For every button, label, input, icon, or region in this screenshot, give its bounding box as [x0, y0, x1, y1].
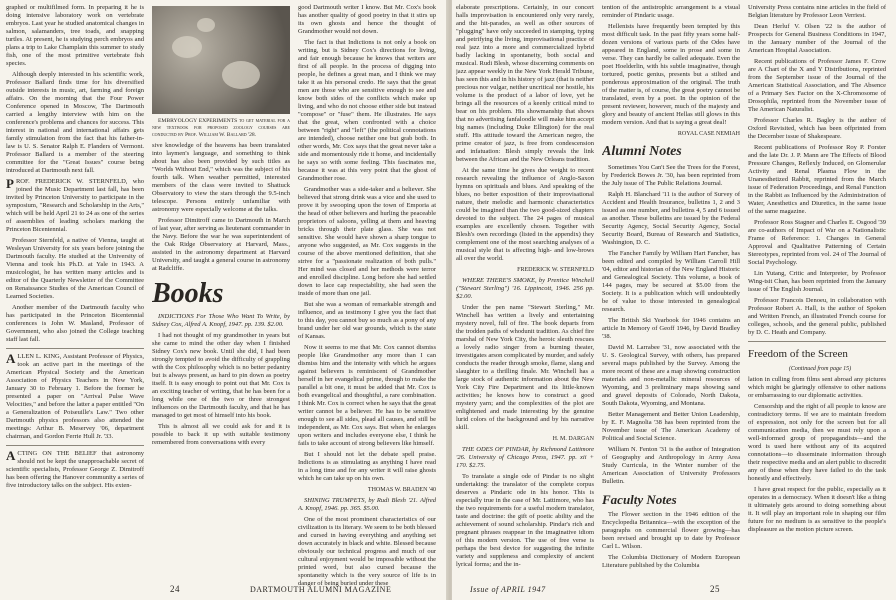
- paragraph: Under the pen name "Stewart Sterling," Mr. Winchell has written a lively and entertaining mystery novel, full of fire. The book departs from the trodden paths of whodunit tradition. As chief fire marshal of New York City, the heroic sleuth rescues a lovely radio singer from a burning theater, investigates arson complicated by murder, and safely conducts the reader through smoke, flame, slang and slaughter to a thrilling finale. Mr. Winchell has a large stock of authentic information about the New York City Fire Department and its little-known activities; he knows how to construct a good mystery yarn; and the complexities of the plot are enlightened and made interesting by the genuine lurid colors of the background and by his narrative skill.: [456, 304, 594, 431]
- right-column-1: [456, 4, 594, 572]
- paragraph: I have great respect for the public, especially as it operates in a democracy. When it doesn't like a thing it ultimately gets around to doing something about it. It will play an important role in shaping our film future for no medium is as sensitive to the people's displeasure as the motion picture screen.: [748, 486, 886, 533]
- divider: [6, 445, 144, 446]
- paragraph: The Columbia Dictionary of Modern European Literature published by the Columbia: [602, 554, 740, 569]
- paragraph: The Flower section in the 1946 edition of the Encyclopedia Britannica—with the exception of the paragraphs on commercial flower growing—has been revised and brought up to date by Professor Carl L. Wilson.: [602, 511, 740, 550]
- paragraph: Professor Dimitroff came to Dartmouth in March of last year, after serving as lieutenant commander in the Navy. Before the war he was superintendent of the Oak Ridge Observatory at Harvard, Mass., assisted in the astronomy department at Harvard University, and taught a general course in astronomy at Radcliffe.: [152, 217, 290, 272]
- paragraph: The British Ski Yearbook for 1946 contains an article In Memory of Geoff 1946, by David Bradley '38.: [602, 317, 740, 340]
- reviewer-signature: ROYAL CASE NEMIAH: [677, 131, 740, 137]
- paragraph: Grandmother was a side-taker and a believer. She believed that strong drink was a vice and she used to prove it by swooping upon the town of Emporia at the head of other believers and hurling the peaceable proprietors of saloons, yelling at them and heaving bricks through their plate glass. She was not sensitive. She would have shown a sharp tongue to anyone who suggested, as Mr. Cox suggests in the course of the above mentioned definition, that she strive for a "passionate realization of both pulls." Her mind was closed and her methods were terror and enrolled discipline. Long before she had settled down to lace cap respectability, she had seen the inside of more than one jail.: [298, 186, 436, 297]
- freedom-of-screen-heading: Freedom of the Screen: [748, 348, 848, 360]
- paragraph-text: LLEN L. KING, Assistant Professor of Physics, took an active part in the meetings of the American Physical Society and the American Association of Physics Teachers in New York, January 30 to February 1. Before the former he presented a paper on "Arrival Pulse Wave Velocities," and before the latter a paper entitled "On a Generalization of Poiseuille's Law." Two other Dartmouth physics professors also attended the meetings: Arthur B. Meservey '06, department chairman, and Gordon Ferrie Hull Jr. '33.: [6, 353, 144, 440]
- paragraph: Hellenists have frequently been tempted by this most difficult task. In the past fifty years some half-dozen versions of various parts of the Odes have appeared in England, some in prose and some in verse. They can hardly be called adequate. Even the poet Hoelderlin, with his subtle imaginative, though tortured, poetic genius, presents but a stilted and ponderous approximation of the original. The truth of the matter is, of course, the great poetry cannot be translated, even by a poet. In the opinion of the present reviewer, however, much of the majesty and glory and beauty of ancient Hellas still glows in this modern version. And that is saying a great deal!: [602, 23, 740, 126]
- paragraph: Recent publications of Professor James F. Crow are A Chart of the X and Y Distributions, reprinted from the September issue of the Journal of the American Statistical Association, and The Absence of a Primary Sex Factor on the X-Chromosome of Drosophila, reprinted from the November issue of The American Naturalist.: [748, 58, 886, 113]
- paragraph: [6, 178, 144, 234]
- right-page: [452, 0, 896, 600]
- alumni-notes-heading: Alumni Notes: [602, 144, 682, 159]
- right-column-3: [748, 4, 886, 537]
- paragraph: Professor Charles R. Bagley is the author of Oxford Revisited, which has been offprinted from the December issue of Shakespeare.: [748, 117, 886, 140]
- paragraph-text: CTING ON THE BELIEF that astronomy should not be kept the unapproachable secret of scientific specialists, Professor George Z. Dimitroff has been offering the Hanover community a series of five introductory talks on the subject. His exten-: [6, 450, 144, 489]
- paragraph: This is almost all we could ask for and it is possible to back it up with suitable testimony remembered from conversations with every: [152, 423, 290, 446]
- issue-date-footer: Issue of APRIL 1947: [470, 585, 546, 594]
- paragraph: At the same time he gives due weight to recent research revealing the influence of Anglo-Saxon hymns on spirituals and blues. And speaking of the blues, no better exposition of their improvisational nature, their melodic and harmonic characteristics could be imagined than the two good-sized chapters devoted to the subject. The 24 pages of musical examples are excellently chosen. Together with Blesh's own recordings (listed in the appendix) they complement one of the most searching analyses of a musical style that is affecting high- and low-brows all over the world.: [456, 167, 594, 262]
- paragraph: Another member of the Dartmouth faculty who has participated in the Princeton Bicentennial conferences is John W. Masland, Professor of Government, who also joined the College teaching staff last fall.: [6, 304, 144, 343]
- photo-detail: [222, 61, 260, 89]
- reviewer-signature: H. M. DARGAN: [552, 436, 594, 442]
- photo-caption: EMBRYOLOGY EXPERIMENTS to get material for a new textbook for proposed zoology courses are conducted by Prof. William W. Ballard '28.: [152, 118, 290, 138]
- review-title: SHINING TRUMPETS, by Rudi Blesh '21. Alfred A. Knopf, 1946. pp. 365. $5.00.: [298, 497, 436, 512]
- photo-detail: [197, 18, 215, 32]
- paragraph: I had not thought of my grandmother in years but she came to mind the other day when I finished Sidney Cox's new book. Until she did, I had been strongly tempted to avoid the difficulty of grappling with the Cox philosophy which is no better pedantry but is always present, as hard to pin down as poetry itself. It is easy enough to point out that Mr. Cox is an exciting teacher of writing, that he has been for a long while one of the two or three strongest influences on the Dartmouth faculty, and that he has managed to get most of himself into his book.: [152, 332, 290, 419]
- reviewer-signature: THOMAS W. BRADEN '40: [367, 487, 436, 493]
- left-column-1: [6, 4, 144, 493]
- page-number: 24: [170, 584, 180, 594]
- paragraph: [6, 450, 144, 490]
- review-title: INDICTIONS For Those Who Want To Write, by Sidney Cox, Alfred A. Knopf, 1947. pp. 139. $2.00.: [152, 313, 290, 328]
- paragraph: [6, 353, 144, 441]
- paragraph: The Fancher Family by William Hart Fancher, has been edited and compiled by William Carroll Hill '04, editor and historian of the New England Historic and Genealogical Society. This volume, a book of 144 pages, may be secured at $5.00 from the Society. It is a publication which will undoubtedly be of value to those interested in genealogical research.: [602, 250, 740, 313]
- magazine-footer: DARTMOUTH ALUMNI MAGAZINE: [250, 585, 392, 594]
- left-column-3: [298, 4, 436, 591]
- reviewer-signature: FREDERICK W. STERNFELD: [517, 267, 594, 273]
- review-title: WHERE THERE'S SMOKE, by Prentice Winchell ("Stewart Sterling") '16. Lippincott, 1946. 256 pp. $2.00.: [456, 277, 594, 300]
- drop-cap: A: [6, 351, 16, 366]
- paragraph: Sometimes You Can't See the Trees for the Forest, by Frederick Bowes Jr. '30, has been reprinted from the July issue of The Public Relations Journal.: [602, 164, 740, 187]
- paragraph: But she was a woman of remarkable strength and influence, and as testimony I give you the fact that to this day, you cannot buy so much as a pony of any brand under her old war grounds, which is the state of Kansas.: [298, 301, 436, 340]
- page-number: 25: [710, 584, 720, 594]
- paragraph: William N. Fenton '31 is the author of Integration of Geography and Anthropology in Army Area Study Curricula, in the Winter number of the American Association of University Professors Bulletin.: [602, 446, 740, 485]
- paragraph: Ralph H. Blanchard '11 is the author of Survey of Accident and Health Insurance, bulletins 1, 2 and 3 issued as one number, and bulletins 4, 5 and 6 issued as another. These bulletins are issued by the Federal Security Agency, Social Security Agency, Social Security Board, Bureau of Research and Statistics, Washington, D. C.: [602, 191, 740, 246]
- paragraph: tention of the antistrophic arrangement is a visual reminder of Pindaric usage.: [602, 4, 740, 19]
- embryology-photo: [152, 6, 290, 114]
- review-title: THE ODES OF PINDAR, by Richmond Lattimore '26. University of Chicago Press, 1947. pp. xii + 170. $2.75.: [456, 446, 594, 469]
- continued-from-note: (Continued from page 15): [788, 366, 852, 372]
- paragraph: Professor Sternfeld, a native of Vienna, taught at Wesleyan University for six years before joining the Dartmouth faculty. He studied at the University of Vienna and took his Ph.D. at Yale in 1943. A musicologist, he has written many articles and is editor of the Quarterly Newsletter of the Committee on Renaissance Studies of the American Council of Learned Societies.: [6, 237, 144, 300]
- paragraph: lation in culling from films sent abroad any pictures which might be glaringly offensive to other nations or embarrassing to our diplomatic activities.: [748, 376, 886, 399]
- paragraph: One of the most prominent characteristics of our civilization is its literary. We seem to be both blessed and cursed in having everything and anything set down accurately in black and white. Blessed because obviously our technical progress and much of our cultural enjoyment would be impossible without the printed word, but also cursed because the spontaneity which is the very source of life is in danger of being buried under these: [298, 516, 436, 587]
- paragraph-text: ROF. FREDERICK W. STERNFELD, who joined the Music Department last fall, has been invited by Princeton University to participate in the symposium, "Research and Scholarship in the Arts," which will be held April 21 to 24 as one of the series of assemblies of leading scholars marking the Princeton Bicentennial.: [6, 178, 144, 233]
- paragraph: David M. Larrabee '31, now associated with the U. S. Geological Survey, with others, has prepared several maps published by the Survey. Among the more recent of these are a map showing construction materials and non-metallic mineral resources of Wyoming, and 3 preliminary maps showing sand and gravel deposits of Colorado, North Dakota, South Dakota, Wyoming, and Montana.: [602, 344, 740, 407]
- divider: [6, 348, 144, 349]
- paragraph: Professor Francois Denoeu, in collaboration with Professor Robert A. Hall, is the author of Spoken and Written French, an illustrated French course for colleges, schools, and the general public, published by D. C. Heath and Company.: [748, 297, 886, 336]
- paragraph: Recent publications of Professor Roy P. Forster and the late Dr. J. P. Mann are The Effects of Blood Pressure Changes, Reflexly Induced, on Glomerular Activity and Renal Plasma Flow in the Unanesthetized Rabbit, reprinted from the March issue of Federation Proceedings, and Renal Function in the Rabbit as Influenced by the Administration of Water, Anesthetics and Diuretics, in the same issue of the same magazine.: [748, 144, 886, 215]
- paragraph: Lin Yutang, Critic and Interpreter, by Professor Wing-tsit Chan, has been reprinted from the January issue of The English Journal.: [748, 270, 886, 293]
- drop-cap: P: [6, 176, 14, 191]
- paragraph: Although deeply interested in his scientific work, Professor Ballard finds time for his diversified outside interests in music, art, farming and foreign affairs. On the morning that the Four Power Conference opened in Moscow, The Dartmouth carried a lengthy interview with him on the conference's problems and chances for success. This interest in national and international affairs gets family stimulation from the fact that his father-in-law is U. S. Senator Ralph E. Flanders of Vermont. Professor Ballard is a member of the steering committee for the "Great Issues" course being introduced at Dartmouth next fall.: [6, 71, 144, 174]
- paragraph: sive knowledge of the heavens has been translated into laymen's language, and something to think about has also been provided by such titles as "Worlds Without End," which was the subject of his fourth talk. When weather permitted, interested members of the class were invited to Shattuck Observatory to view the stars through the 9.5-inch telescope. Persons entirely unfamiliar with astronomy were especially welcome at the talks.: [152, 142, 290, 213]
- paragraph: But I should not let the debate spell praise. Indictions is as stimulating as anything I have read in a long time and for any writer it will raise ghosts which he can take up on his own.: [298, 451, 436, 482]
- paragraph: Professor Ross Stagner and Charles E. Osgood '39 are co-authors of Impact of War on a Nationalistic Frame of Reference: 1. Changes in General Approval and Qualitative Patterning of Certain Stereotypes, reprinted from vol. 24 of The Journal of Social Psychology.: [748, 219, 886, 266]
- faculty-notes-heading: Faculty Notes: [602, 492, 677, 507]
- paragraph: Now it seems to me that Mr. Cox cannot dismiss people like Grandmother any more than I can dismiss him and the intensity with which he argues against believers is reminiscent of Grandmother herself in her evangelical prime, though to make the parallel a bit one, it must be added that Mr. Cox is both evangelical and thoughtful, a rare combination. I think Mr. Cox is correct when he says that the great writer cannot be a believer. He has to be sensitive enough to see all sides, plead all causes, and still be independent, as Mr. Cox says. But when he enlarges upon writers and includes everyone else, I think he fails to take account of strong believers like himself.: [298, 344, 436, 447]
- books-section-heading: Books: [152, 278, 224, 309]
- left-column-2: [152, 4, 290, 450]
- paragraph: Dean Herluf V. Olsen '22 is the author of Prospects for General Business Conditions in 1947, in the January number of the Journal of the American Hospital Association.: [748, 23, 886, 54]
- paragraph: To translate a single ode of Pindar is no slight undertaking: the translator of the complete corpus deserves a Pindaric ode in his honor. This is especially true in the case of Mr. Lattimore, who has the two requirements for a useful modern translator, taste and doctrine: the gift of poetic ability and the achievement of sound scholarship. Pindar's rich and pregnant phrases reappear in the imaginative idiom of this modern version. The use of free verse is perhaps the best device for suggesting the infinite variety and suppleness and complexity of ancient lyrical forms; and the in-: [456, 473, 594, 568]
- photo-detail: [172, 36, 202, 58]
- right-column-2: [602, 4, 740, 573]
- divider: [748, 341, 886, 342]
- paragraph: good Dartmouth writer I know. But Mr. Cox's book has another quality of good poetry in that it stirs up its own ghosts and hence the thought of Grandmother would not down.: [298, 4, 436, 35]
- paragraph: Censorship and the right of all people to know are contradictory terms. If we are to maintain freedom of expression, not only for the screen but for all communication media, then we must rely upon a well-informed group of propagandists—and the word is used here without any of its acquired connotations—to disseminate information through their respective media and an alert public to discredit any of these when they have failed to do the task honestly and effectively.: [748, 403, 886, 482]
- drop-cap: A: [6, 448, 16, 463]
- paragraph: graphed or multifilmed form. In preparing it he is doing intensive laboratory work on vertebrate embryos. Last year he studied anatomical changes in salmon, salamanders, tree toads, and snapping turtles. At present, he is studying perch embryos and plans a trip to Lake Champlain this summer to study fish, one of the most primitive vertebrate fish species.: [6, 4, 144, 67]
- paragraph: The fact is that Indictions is not only a book on writing, but is Sidney Cox's directions for living, and fair enough because he knows that writers are first of all people. In the process of digging into people, he defines a great man, and I think we may take it as his personal credo. He says that the great men are those who are sensitive enough to see and know both sides of the conflicts which make up living, and who do not choose either side but instead "compose" or "fuse" them. He illustrates. He says that the great, when confronted with a choice between "right" and "left" (the political connotations are intended), choose neither one but grab both. In other words, Mr. Cox says that the great never take a side and momentously ride it home, and incidentally he says so with some feeling. This fascinates me, because it was at this very point that the ghost of Grandmother rose.: [298, 39, 436, 182]
- paragraph: University Press contains nine articles in the field of Belgian literature by Professor Leon Verriest.: [748, 4, 886, 19]
- paragraph: Better Management and Better Union Leadership, by E. F. Magnolia '38 has been reprinted from the November issue of The American Academy of Political and Social Science.: [602, 411, 740, 442]
- paragraph: elaborate prescriptions. Certainly, in our concert halls improvisation is encountered only very rarely, and the hit-parades, as well as other sources of "plugging" have only succeeded in stamping, typing and petrifying the living, improvisational practice of real jazz into a more and commercialized hybrid badly lacking in spontaneity, both social and musical. Rudi Blesh, whose discerning comments on jazz appear weekly in the New York Herald Tribune, has seen this and in his history of jazz (that is neither precious nor vulgar, neither uncritical nor hostile, his volume is the product of a labor of love, yet he brings all the resources of a keenly critical mind to bear on his problem. His showmanship that shows that no advertising fanfaloodle will make him accept big names (including Duke Ellington) for the real stuff. His attitude toward the American negro, the prime creator of jazz, is free from condescension and infatuation: Blesh simply reveals the link between the African and the New Orleans tradition.: [456, 4, 594, 163]
